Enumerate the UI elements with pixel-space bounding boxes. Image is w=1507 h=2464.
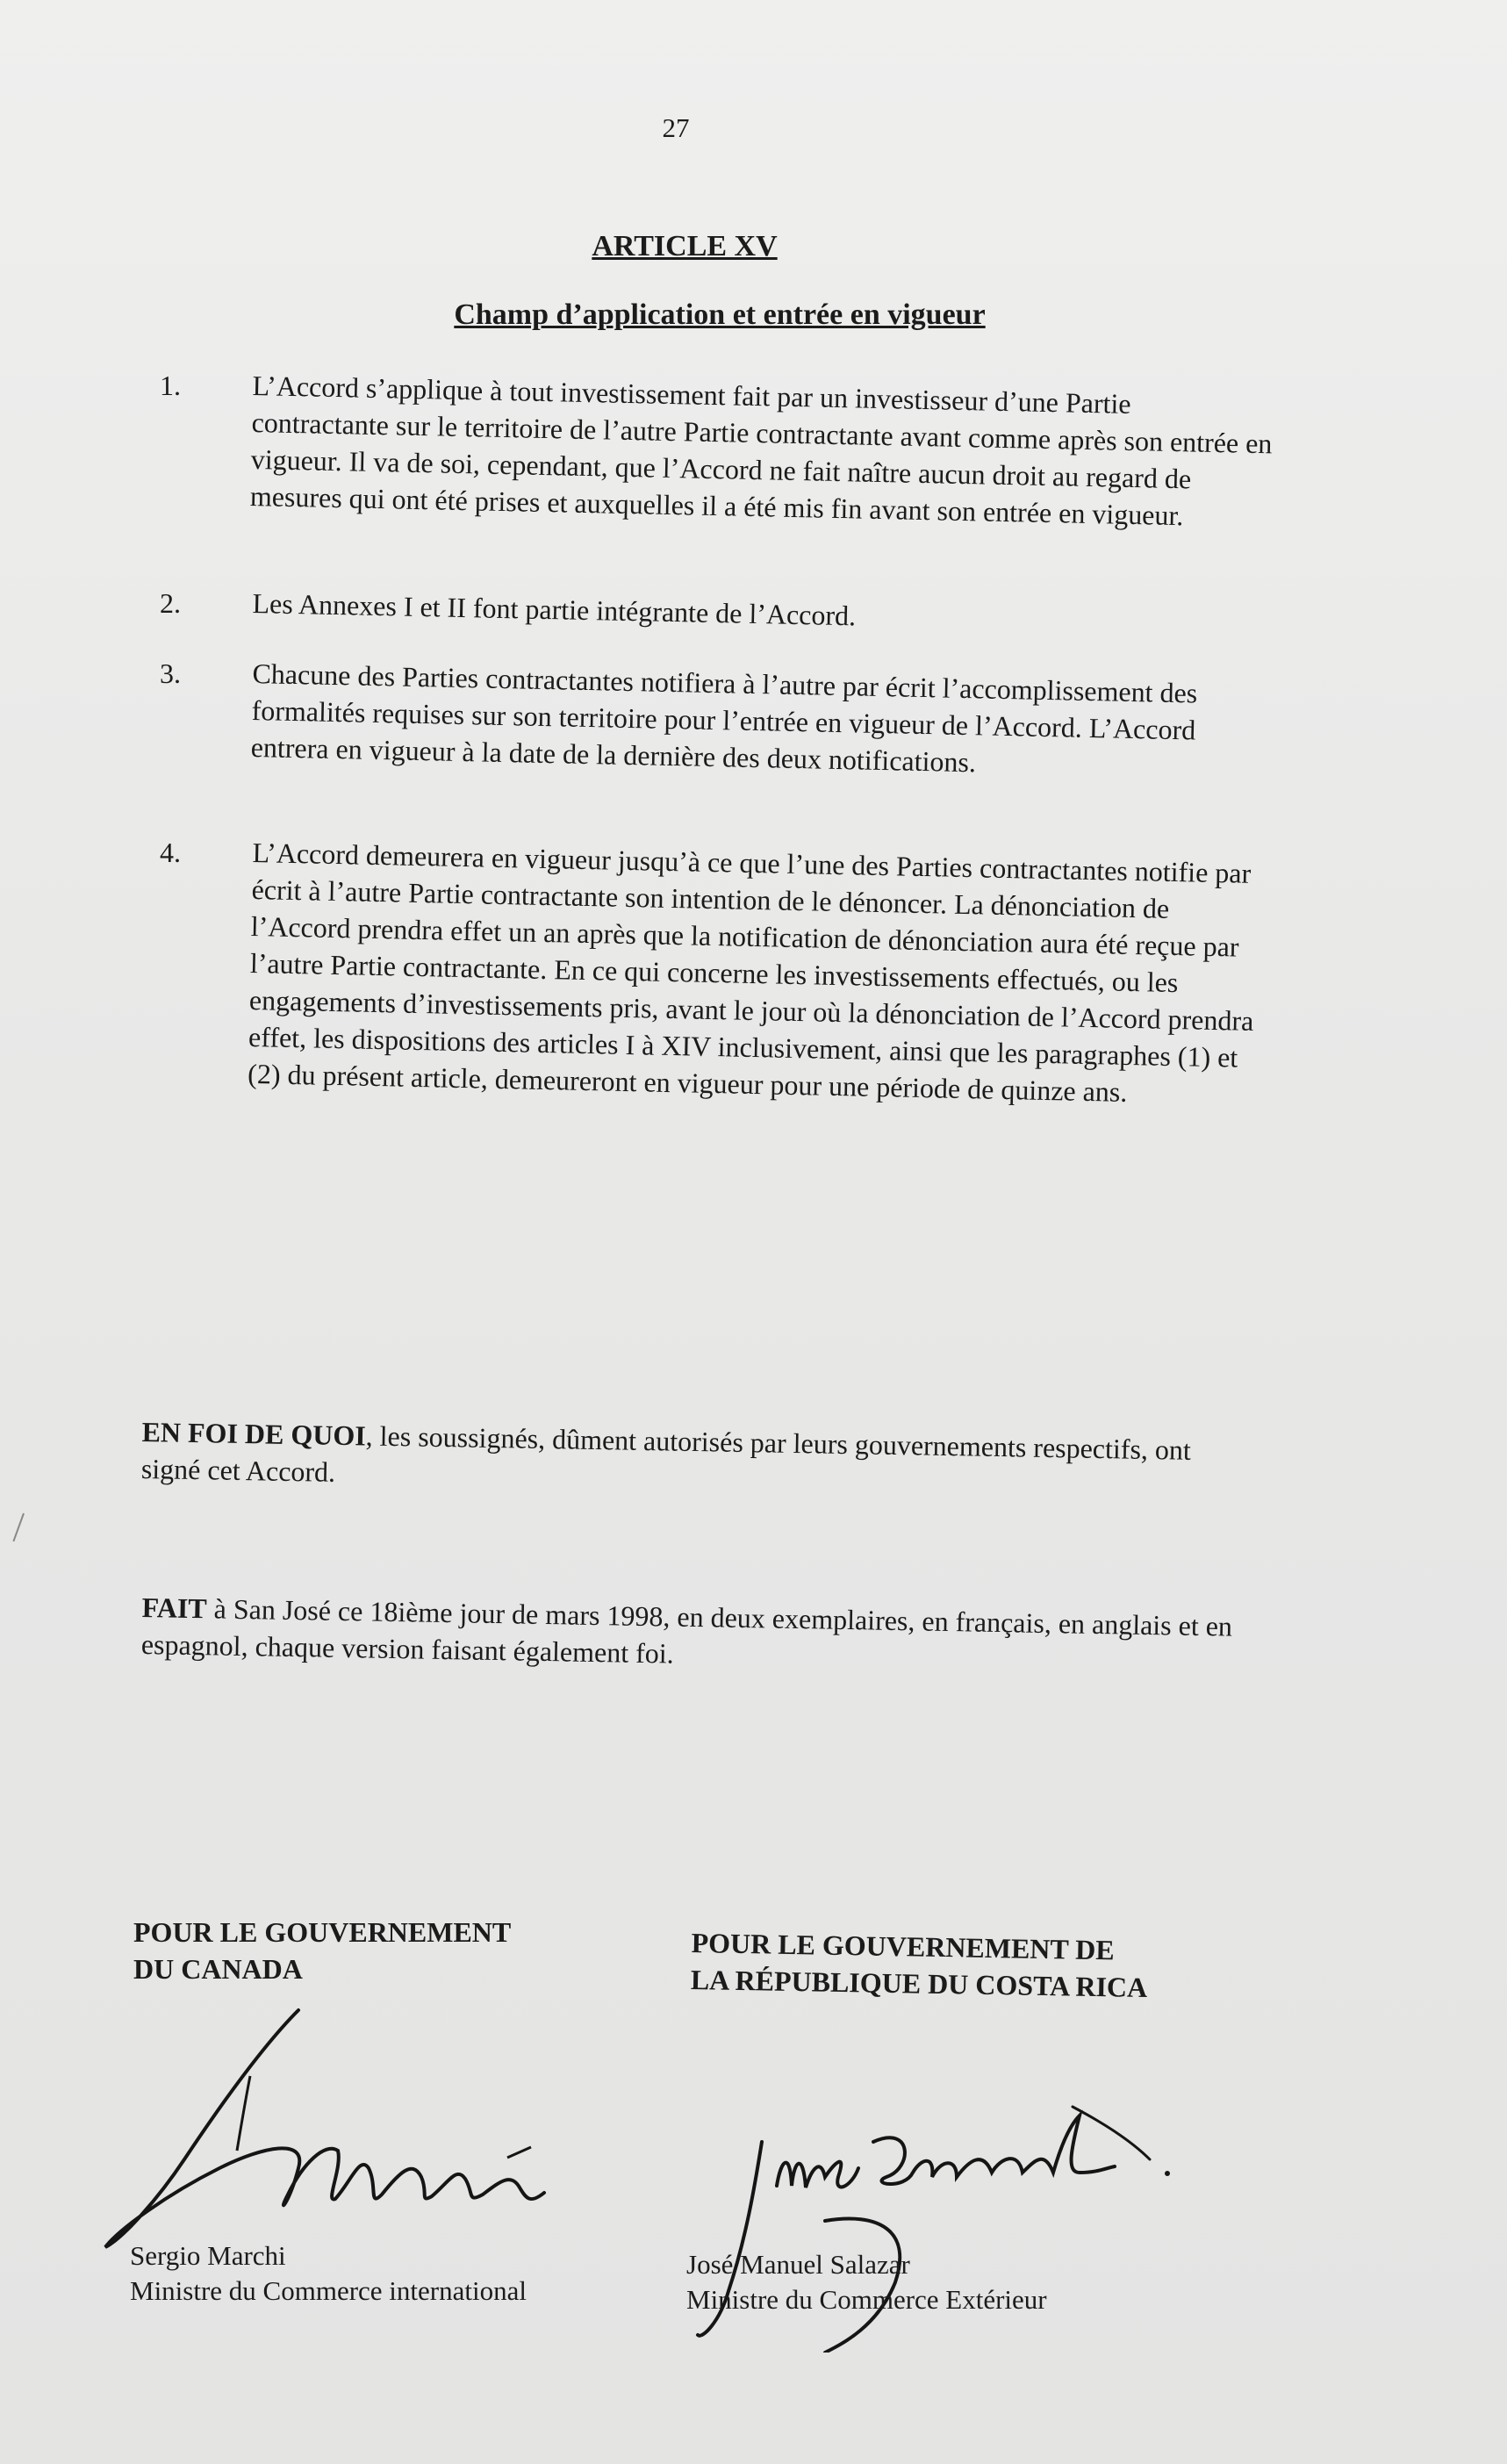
article-title: ARTICLE XV xyxy=(592,230,778,262)
paragraph-1 xyxy=(160,367,1274,532)
paragraph-text: Les Annexes I et II font partie intégrante de l’Accord. xyxy=(252,586,857,632)
signer-name: José Manuel Salazar xyxy=(686,2249,910,2280)
signature-marchi xyxy=(88,1993,614,2256)
signer-costa-rica xyxy=(686,2247,1231,2317)
article-subtitle: Champ d’application et entrée en vigueur xyxy=(454,298,986,331)
witness-clause xyxy=(141,1413,1257,1506)
paragraph-text: Chacune des Parties contractantes notifiera à l’autre par écrit l’accomplissement des formalités requises sur son territoire pour l’entrée en vigueur de l’Accord. L’Accord entrera en vigueur à la date de la dernière des deux notifications. xyxy=(250,657,1198,779)
done-text: à San José ce 18ième jour de mars 1998, en deux exemplaires, en français, en anglais et en espagnol, chaque version faisant également foi. xyxy=(140,1592,1233,1670)
heading-line: DU CANADA xyxy=(133,1953,303,1985)
page-number: 27 xyxy=(662,112,690,143)
paragraph-number: 4. xyxy=(160,837,181,868)
paragraph-number: 3. xyxy=(160,657,181,689)
margin-mark xyxy=(12,1513,29,1544)
signatory-heading-canada xyxy=(133,1914,590,1987)
signer-title: Ministre du Commerce international xyxy=(130,2275,527,2306)
paragraph-text: L’Accord demeurera en vigueur jusqu’à ce que l’une des Parties contractantes notifie par écrit à l’autre Partie contractante son intention de le dénoncer. La dénonciation de l’Accord prendra effet un an après que la notification de dénonciation aura été reçue par l’autre Partie contractante. En ce qui concerne les investissements effectués, ou les engagements d’investissements pris, avant le jour où la dénonciation de l’Accord prendra effet, les dispositions des articles I à XIV inclusivement, ainsi que les paragraphes (1) et (2) du présent article, demeureront en vigueur pour une période de quinze ans. xyxy=(247,836,1254,1108)
paragraph-number: 1. xyxy=(160,370,181,401)
signer-name: Sergio Marchi xyxy=(130,2240,286,2271)
heading-line: POUR LE GOUVERNEMENT DE xyxy=(691,1926,1115,1966)
signer-title: Ministre du Commerce Extérieur xyxy=(686,2284,1047,2315)
signer-canada xyxy=(130,2238,621,2309)
paragraph-number: 2. xyxy=(160,587,181,619)
witness-text: , les soussignés, dûment autorisés par leurs gouvernements respectifs, ont signé cet Accord. xyxy=(140,1419,1192,1488)
signatory-heading-costa-rica xyxy=(691,1924,1253,2008)
paragraph-2 xyxy=(160,585,1274,632)
paragraph-text: L’Accord s’applique à tout investissement fait par un investisseur d’une Partie contractante sur le territoire de l’autre Partie contractante avant comme après son entrée en vigueur. Il va de soi, cependant, que l’Accord ne fait naître aucun droit au regard de mesures qui ont été prises et auxquelles il a été mis fin avant son entrée en vigueur. xyxy=(249,369,1273,532)
done-lead: FAIT xyxy=(141,1591,208,1625)
heading-line: LA RÉPUBLIQUE DU COSTA RICA xyxy=(690,1963,1148,2004)
witness-lead: EN FOI DE QUOI xyxy=(141,1415,367,1452)
paragraph-3 xyxy=(160,655,1274,779)
done-clause xyxy=(141,1589,1257,1682)
heading-line: POUR LE GOUVERNEMENT xyxy=(133,1916,512,1948)
paragraph-4 xyxy=(160,834,1274,1108)
